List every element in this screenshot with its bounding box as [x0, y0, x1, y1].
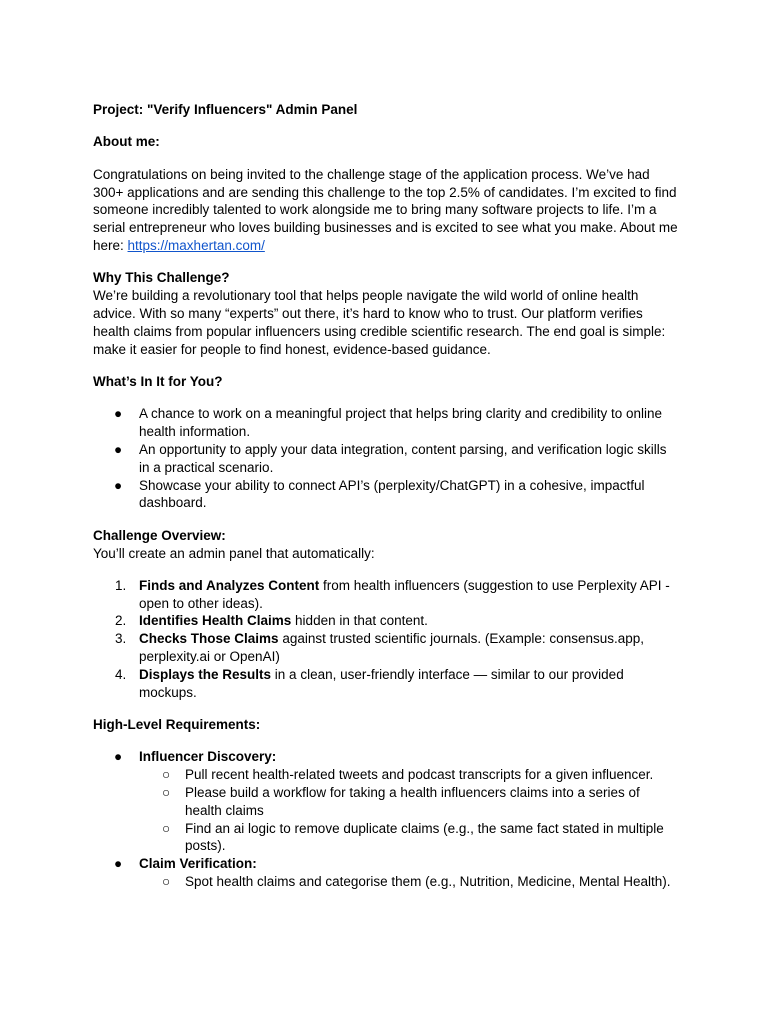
requirements-list: [93, 748, 678, 890]
list-item: ● Influencer Discovery:: [114, 749, 277, 765]
bullet-icon: ●: [114, 441, 123, 457]
list-item: 3. Checks Those Claims against trusted scientific journals. (Example: consensus.app, perplexity.ai or OpenAI): [115, 631, 644, 665]
list-number: 3.: [115, 631, 127, 647]
sub-list-item: ○ Pull recent health-related tweets and podcast transcripts for a given influencer.: [162, 767, 654, 783]
list-number: 4.: [115, 666, 127, 682]
why-heading: Why This Challenge?: [93, 270, 230, 286]
sub-bullet-icon: ○: [162, 820, 171, 836]
list-item: ● A chance to work on a meaningful project that helps bring clarity and credibility to online health information.: [114, 406, 663, 440]
sub-list-item: ○ Please build a workflow for taking a health influencers claims into a series of health claims: [162, 785, 640, 818]
whats-in-it-heading: What’s In It for You?: [93, 373, 223, 389]
about-body: Congratulations on being invited to the challenge stage of the application process. We’ve had 300+ applications and are sending this challenge to the top 2.5% of candidates. I’m excited to find someone incredibly talented to work alongside me to bring many software projects to life. I’m a serial entrepreneur who loves building businesses and is excited to see what you make. About me here:: [93, 166, 678, 253]
overview-intro: You’ll create an admin panel that automatically:: [93, 545, 375, 561]
list-item: ● Showcase your ability to connect API’s (perplexity/ChatGPT) in a cohesive, impactful dashboard.: [114, 477, 645, 511]
document-title: Project: "Verify Influencers" Admin Panel: [93, 102, 358, 117]
sub-list-item: ○ Find an ai logic to remove duplicate claims (e.g., the same fact stated in multiple posts).: [162, 820, 664, 854]
list-item: 4. Displays the Results in a clean, user-friendly interface — similar to our provided mockups.: [115, 666, 624, 700]
sub-bullet-icon: ○: [162, 874, 171, 890]
list-item: 1. Finds and Analyzes Content from health influencers (suggestion to use Perplexity API - open to other ideas).: [115, 577, 670, 611]
about-link[interactable]: https://maxhertan.com/: [127, 237, 265, 253]
requirements-heading: High-Level Requirements:: [93, 717, 261, 733]
sub-list-item: ○ Spot health claims and categorise them (e.g., Nutrition, Medicine, Mental Health).: [162, 874, 671, 890]
document-content: [93, 101, 678, 891]
about-heading: About me:: [93, 134, 160, 150]
overview-list: [93, 577, 678, 702]
bullet-icon: ●: [114, 749, 123, 765]
about-paragraph: [93, 166, 678, 255]
bullet-icon: ●: [114, 406, 123, 422]
list-item: ● An opportunity to apply your data integration, content parsing, and verification logic skills in a practical scenario.: [114, 441, 667, 475]
overview-heading: Challenge Overview:: [93, 527, 226, 543]
list-item: ● Claim Verification:: [114, 856, 257, 872]
list-number: 1.: [115, 577, 127, 593]
why-paragraph: We’re building a revolutionary tool that helps people navigate the wild world of online health advice. With so many “experts” out there, it’s hard to know who to trust. Our platform verifies health claims from popular influencers using credible scientific research. The end goal is simple: make it easier for people to find honest, evidence-based guidance.: [93, 288, 666, 357]
bullet-icon: ●: [114, 477, 123, 493]
sub-bullet-icon: ○: [162, 785, 171, 801]
list-number: 2.: [115, 613, 127, 629]
sub-bullet-icon: ○: [162, 767, 171, 783]
whats-in-it-list: [93, 405, 678, 512]
bullet-icon: ●: [114, 856, 123, 872]
list-item: 2. Identifies Health Claims hidden in that content.: [115, 613, 428, 629]
